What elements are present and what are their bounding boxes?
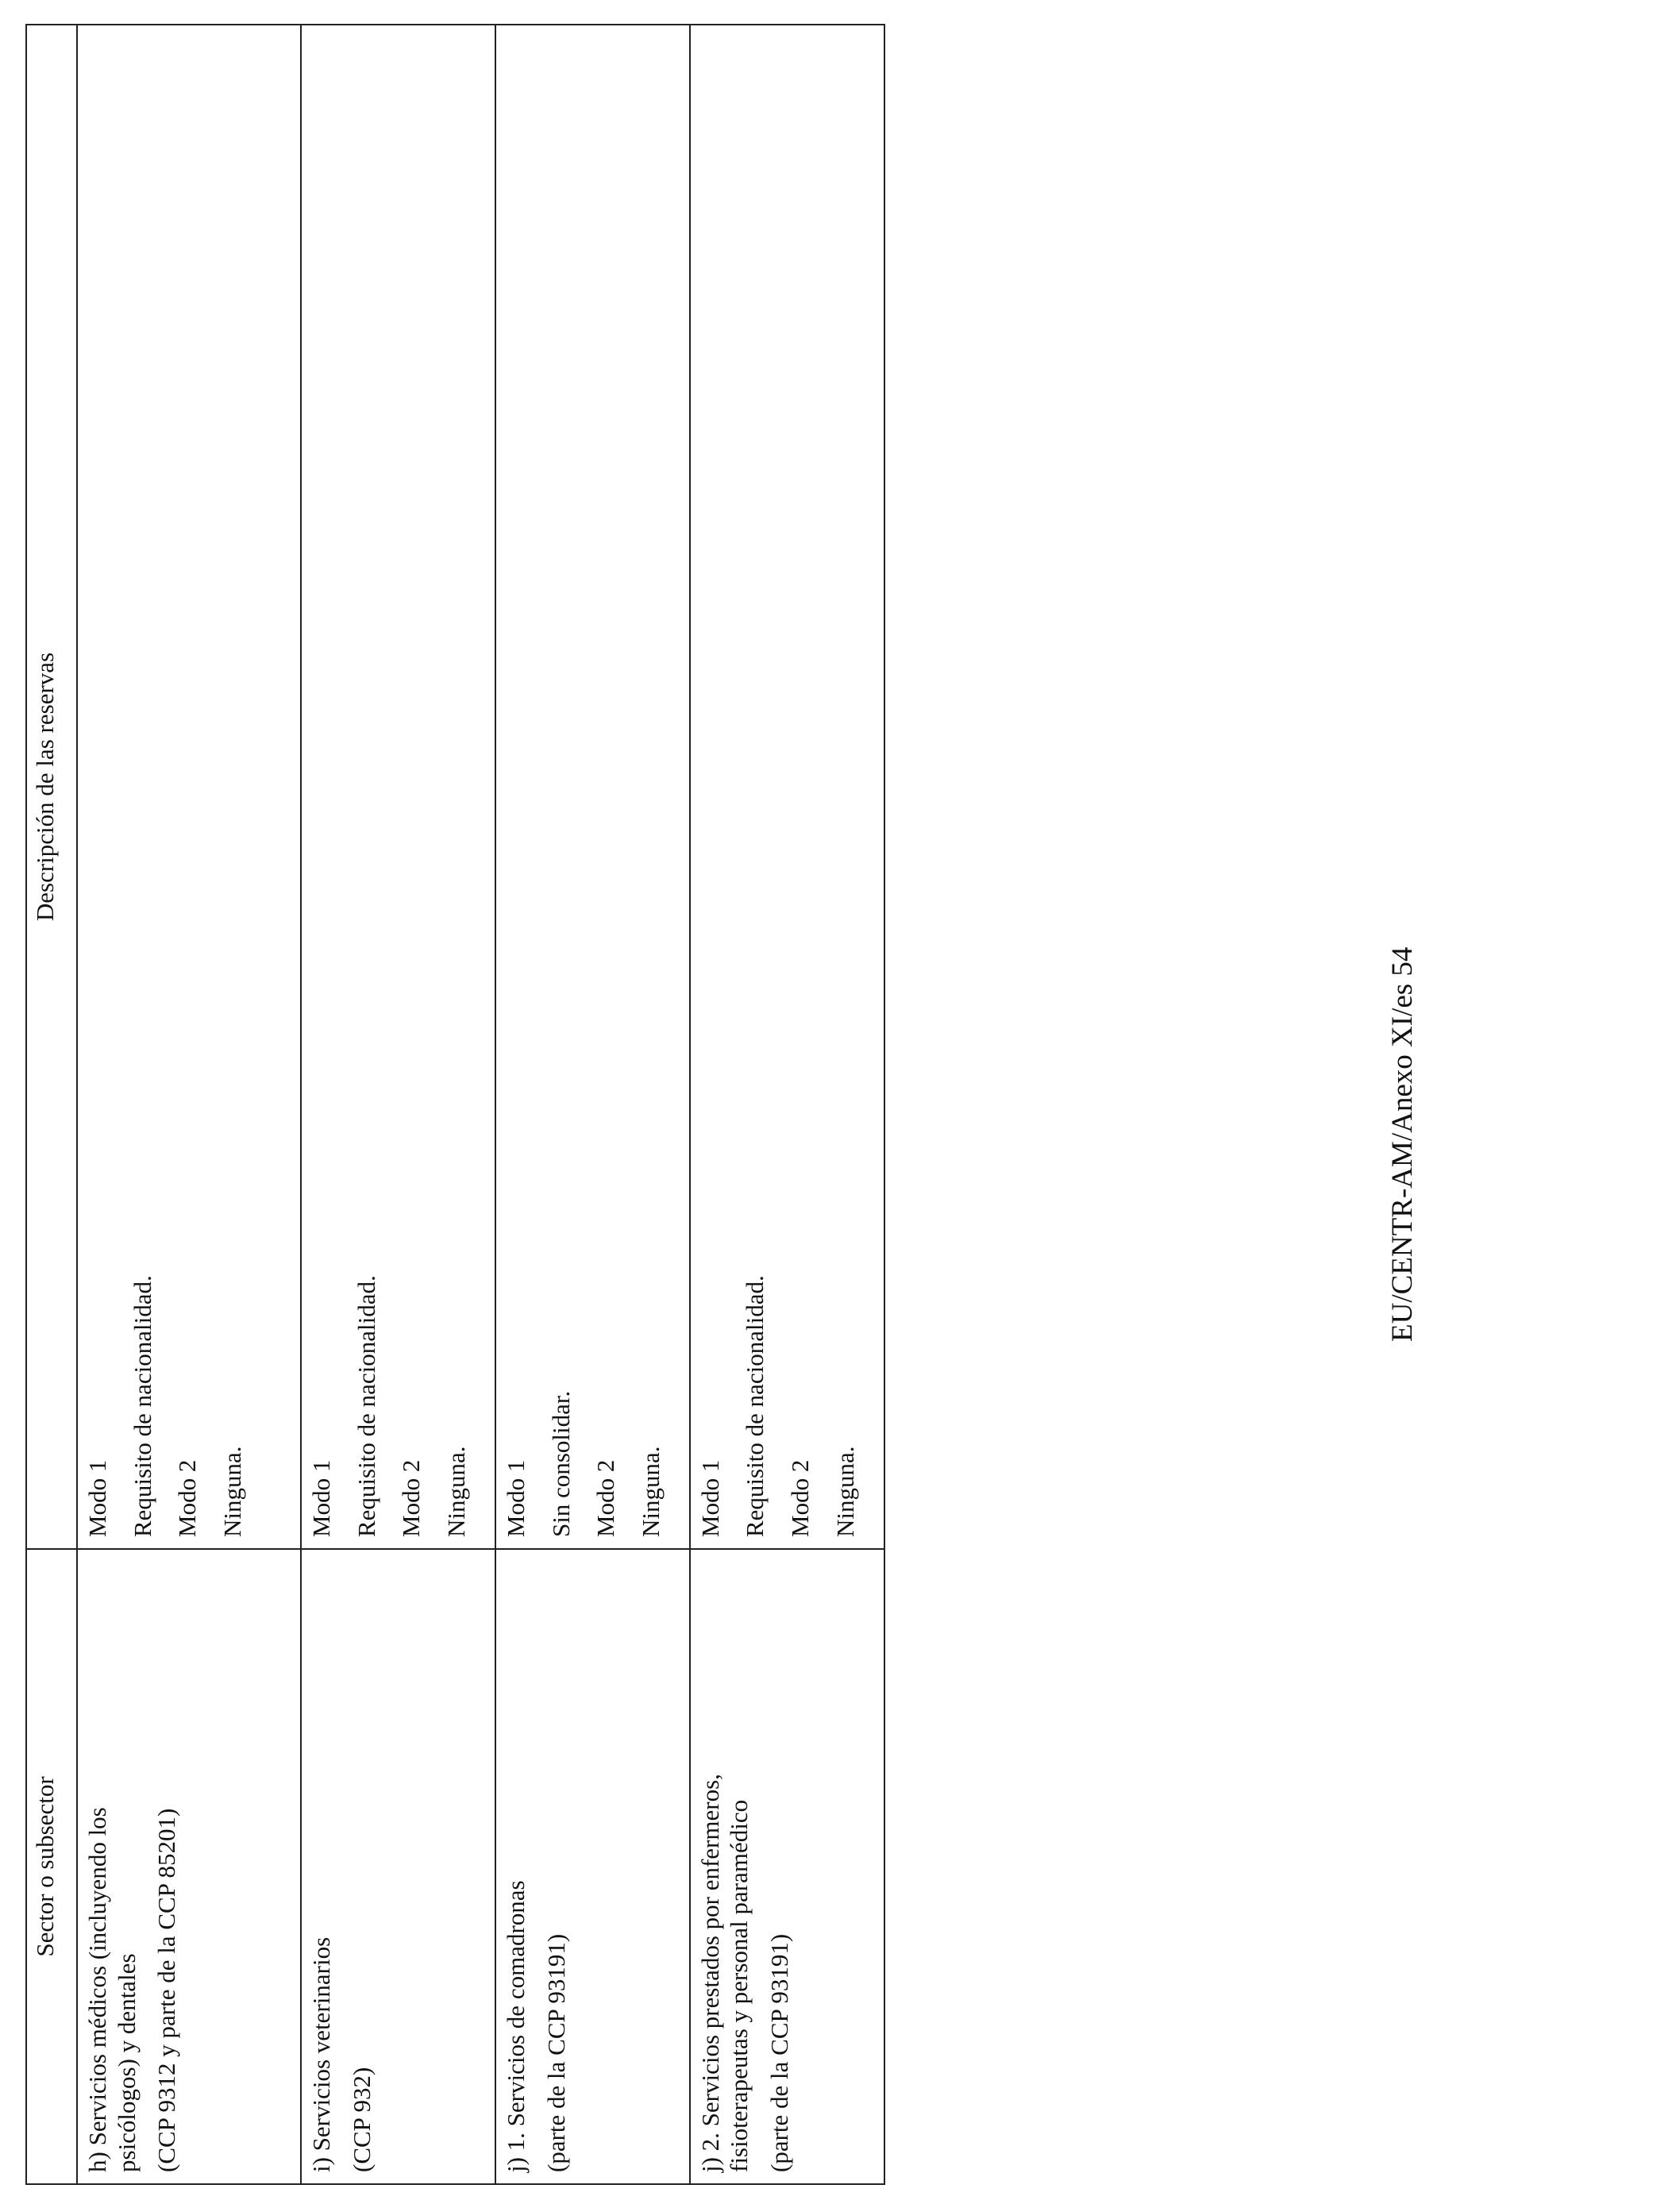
- table-row: [495, 25, 690, 2184]
- table-row: [690, 25, 884, 2184]
- sector-code: (CCP 932): [347, 2067, 376, 2172]
- sector-code: (parte de la CCP 93191): [765, 1933, 794, 2172]
- sector-text: j) 2. Servicios prestados por enfermeros,: [696, 1774, 724, 2172]
- sector-text: h) Servicios médicos (incluyendo los: [83, 1807, 111, 2172]
- mode-label: Modo 1: [501, 1459, 530, 1537]
- sector-code: (parte de la CCP 93191): [541, 1933, 570, 2172]
- sector-cell: [77, 1549, 301, 2184]
- reservations-table: [25, 24, 885, 2185]
- sector-text: psicólogos) y dentales: [112, 1953, 141, 2172]
- table-row: [77, 25, 301, 2184]
- sector-cell: [301, 1549, 495, 2184]
- sector-column-header: Sector o subsector: [26, 1549, 77, 2184]
- reservation-text: Requisito de nacionalidad.: [128, 1275, 156, 1537]
- reservation-text: Ninguna.: [637, 1446, 665, 1537]
- document-reference-footer: EU/CENTR-AM/Anexo XI/es 54: [1386, 946, 1419, 1342]
- reservation-cell: [301, 25, 495, 1549]
- mode-label: Modo 2: [397, 1459, 426, 1537]
- rotated-page-content: [25, 25, 859, 2185]
- reservation-text: Ninguna.: [830, 1446, 859, 1537]
- reservation-text: Requisito de nacionalidad.: [352, 1275, 380, 1537]
- mode-label: Modo 1: [83, 1459, 111, 1537]
- reservation-text: Requisito de nacionalidad.: [741, 1275, 769, 1537]
- sector-text: i) Servicios veterinarios: [307, 1936, 335, 2172]
- reservation-cell: [495, 25, 690, 1549]
- mode-label: Modo 2: [591, 1459, 620, 1537]
- table-row: [301, 25, 495, 2184]
- sector-text: j) 1. Servicios de comadronas: [501, 1880, 530, 2172]
- mode-label: Modo 2: [173, 1459, 202, 1537]
- reservation-text: Ninguna.: [442, 1446, 471, 1537]
- sector-cell: [690, 1549, 884, 2184]
- reservation-text: Ninguna.: [218, 1446, 247, 1537]
- description-column-header: Descripción de las reservas: [26, 25, 77, 1549]
- mode-label: Modo 1: [696, 1459, 724, 1537]
- mode-label: Modo 1: [307, 1459, 335, 1537]
- sector-cell: [495, 1549, 690, 2184]
- sector-text: fisioterapeutas y personal paramédico: [725, 1799, 753, 2172]
- reservation-text: Sin consolidar.: [546, 1390, 575, 1537]
- table-header-row: [26, 25, 77, 2184]
- sector-code: (CCP 9312 y parte de la CCP 85201): [152, 1808, 181, 2172]
- reservation-cell: [690, 25, 884, 1549]
- mode-label: Modo 2: [786, 1459, 815, 1537]
- reservation-cell: [77, 25, 301, 1549]
